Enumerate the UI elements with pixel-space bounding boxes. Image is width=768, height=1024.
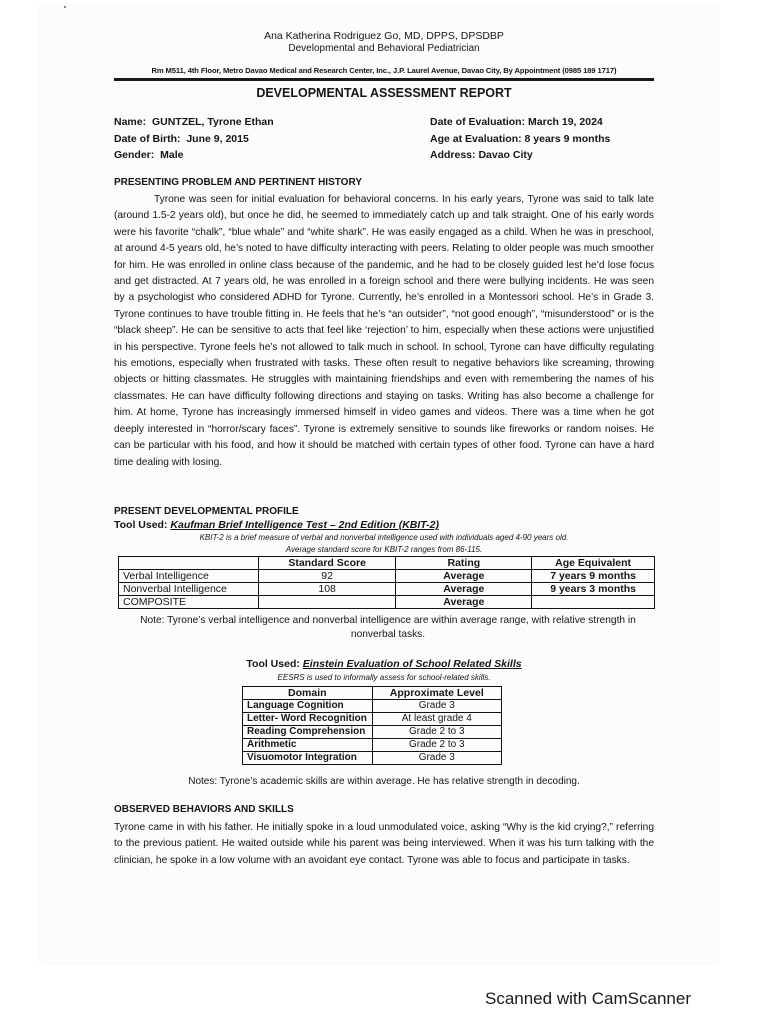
kbit-cell: Average xyxy=(396,570,532,583)
table-row xyxy=(243,713,502,726)
dob-value: June 9, 2015 xyxy=(186,132,249,145)
eesrs-level: Grade 2 to 3 xyxy=(372,739,501,752)
behaviors-paragraph: Tyrone came in with his father. He initially spoke in a loud unmodulated voice, asking “Why is the kid crying?,” referring to the previous patient. He waited outside while his parent was being interviewed. When it was his turn talking with the clinician, he spoke in a low volume with an avoidant eye contact. Tyrone was able to focus and participate in tasks. xyxy=(114,822,654,866)
kbit-cell: 108 xyxy=(258,583,396,596)
gender-row xyxy=(114,147,274,164)
kbit-description: KBIT-2 is a brief measure of verbal and nonverbal intelligence used with individuals aged 4-90 years old. xyxy=(199,533,569,542)
name-label: Name: xyxy=(114,116,147,128)
table-row xyxy=(119,596,655,609)
doctor-name: Ana Katherina Rodriguez Go, MD, DPPS, DPSDBP xyxy=(264,30,504,42)
kbit-tool-line xyxy=(114,519,439,531)
table-row xyxy=(119,583,655,596)
doctor-role: Developmental and Behavioral Pediatrician xyxy=(288,43,480,54)
kbit-average-range: Average standard score for KBIT-2 ranges from 86-115. xyxy=(285,545,483,554)
clinic-address: Rm M511, 4th Floor, Metro Davao Medical and Research Center, Inc., J.P. Laurel Avenue, Davao City, By Appointment (0985 189 1717) xyxy=(151,66,617,75)
gender-value: Male xyxy=(160,149,184,161)
kbit-tool-name: Kaufman Brief Intelligence Test – 2nd Edition (KBIT-2) xyxy=(170,519,439,531)
eesrs-level: Grade 3 xyxy=(372,700,501,713)
eval-date-label: Date of Evaluation: xyxy=(430,116,526,128)
age-label: Age at Evaluation: xyxy=(430,132,522,145)
profile-heading: PRESENT DEVELOPMENTAL PROFILE xyxy=(114,506,299,517)
kbit-cell xyxy=(258,596,396,609)
eesrs-tool-line xyxy=(0,658,768,670)
patient-info-right xyxy=(430,114,610,164)
dob-row xyxy=(114,131,274,148)
kbit-cell: 7 years 9 months xyxy=(532,570,655,583)
age-value: 8 years 9 months xyxy=(524,132,611,145)
kbit-col-rating: Rating xyxy=(396,557,532,570)
table-row xyxy=(243,739,502,752)
behaviors-heading: OBSERVED BEHAVIORS AND SKILLS xyxy=(114,804,294,815)
kbit-col-standard-score: Standard Score xyxy=(258,557,396,570)
eesrs-level: Grade 2 to 3 xyxy=(372,726,501,739)
kbit-table xyxy=(118,556,655,609)
kbit-header-row xyxy=(119,557,655,570)
kbit-cell: 9 years 3 months xyxy=(532,583,655,596)
patient-name: GUNTZEL, Tyrone Ethan xyxy=(151,116,274,128)
table-row xyxy=(119,570,655,583)
eval-date-value: March 19, 2024 xyxy=(528,116,603,128)
kbit-col-blank xyxy=(119,557,259,570)
table-row xyxy=(243,752,502,765)
table-row xyxy=(243,700,502,713)
camscanner-watermark: Scanned with CamScanner xyxy=(484,989,691,1008)
kbit-cell: COMPOSITE xyxy=(119,596,259,609)
eesrs-domain: Arithmetic xyxy=(243,739,373,752)
report-title: DEVELOPMENTAL ASSESSMENT REPORT xyxy=(256,86,512,100)
kbit-col-age-equivalent: Age Equivalent xyxy=(532,557,655,570)
header-rule xyxy=(114,78,654,81)
address-row xyxy=(430,147,610,164)
eesrs-col-domain: Domain xyxy=(243,687,373,700)
eesrs-header-row xyxy=(243,687,502,700)
eesrs-domain: Language Cognition xyxy=(243,700,373,713)
eesrs-tool-name: Einstein Evaluation of School Related Skills xyxy=(302,658,522,670)
eval-date-row xyxy=(430,114,610,131)
history-heading: PRESENTING PROBLEM AND PERTINENT HISTORY xyxy=(114,177,362,188)
eesrs-col-level: Approximate Level xyxy=(372,687,501,700)
patient-name-row xyxy=(114,114,274,131)
eesrs-description: EESRS is used to informally assess for school-related skills. xyxy=(277,673,491,682)
scan-mark xyxy=(64,6,66,8)
patient-info-left xyxy=(114,114,274,164)
dob-label: Date of Birth: xyxy=(114,132,181,145)
kbit-cell: Verbal Intelligence xyxy=(119,570,259,583)
table-row xyxy=(243,726,502,739)
kbit-cell: 92 xyxy=(258,570,396,583)
eesrs-level: Grade 3 xyxy=(372,752,501,765)
address-value: Davao City xyxy=(478,149,533,161)
kbit-cell: Average xyxy=(396,596,532,609)
kbit-cell: Nonverbal Intelligence xyxy=(119,583,259,596)
gender-label: Gender: xyxy=(114,149,155,161)
eesrs-domain: Reading Comprehension xyxy=(243,726,373,739)
eesrs-tool-prefix: Tool Used: xyxy=(246,658,303,670)
history-paragraph: Tyrone was seen for initial evaluation for behavioral concerns. In his early years, Tyrone was said to talk late (around 1.5-2 years old), but once he did, he seemed to immediately catch up and talk straight. One of his early words were his favorite “chalk”, “blue whale” and “white shark”. He was easily engaged as a child. When he was in preschool, at around 4-5 years old, he’s noted to have difficulty interacting with peers. Relating to older people was much smoother for him. He was enrolled in online class because of the pandemic, and he had to be closely guided lest he’d lose focus and get distracted. At 7 years old, he was enrolled in a foreign school and there were bullying incidents. He was seen by a psychologist who considered ADHD for Tyrone. Currently, he’s enrolled in a Montessori school. He’s in Grade 3. Tyrone continues to have trouble fitting in. He feels that he’s “an outsider”, “not good enough”, “misunderstood” or is the “black sheep”. He can be sensitive to acts that feel like ‘rejection’ to him, especially when these actions were unjustified in his perspective. Tyrone feels he’s not allowed to talk much in school. In school, Tyrone can have difficulty regulating his emotions, especially when frustrated with tasks. These often result to negative behaviors like screaming, throwing objects or hitting classmates. He struggles with maintaining friendships and even with remembering the names of his classmates. He can have difficulty following directions and staying on tasks. Writing has also become a challenge for him. At home, Tyrone has increasingly immersed himself in video games and videos. There was a time when he got deeply interested in “horror/scary faces”. Tyrone is extremely sensitive to sounds like fireworks or random noises. He can be particular with his food, and how it should be matched with certain types of other food. Tyrone can have a hard time dealing with losing. xyxy=(114,194,654,468)
eesrs-level: At least grade 4 xyxy=(372,713,501,726)
kbit-note: Note: Tyrone’s verbal intelligence and nonverbal intelligence are within average range, with relative strength in nonverbal tasks. xyxy=(140,615,636,640)
address-label: Address: xyxy=(430,149,476,161)
eesrs-note: Notes: Tyrone’s academic skills are within average. He has relative strength in decoding. xyxy=(188,776,580,787)
eesrs-table xyxy=(242,686,502,765)
eesrs-domain: Visuomotor Integration xyxy=(243,752,373,765)
age-row xyxy=(430,131,610,148)
kbit-tool-prefix: Tool Used: xyxy=(114,519,171,531)
kbit-cell: Average xyxy=(396,583,532,596)
kbit-cell xyxy=(532,596,655,609)
eesrs-domain: Letter- Word Recognition xyxy=(243,713,373,726)
